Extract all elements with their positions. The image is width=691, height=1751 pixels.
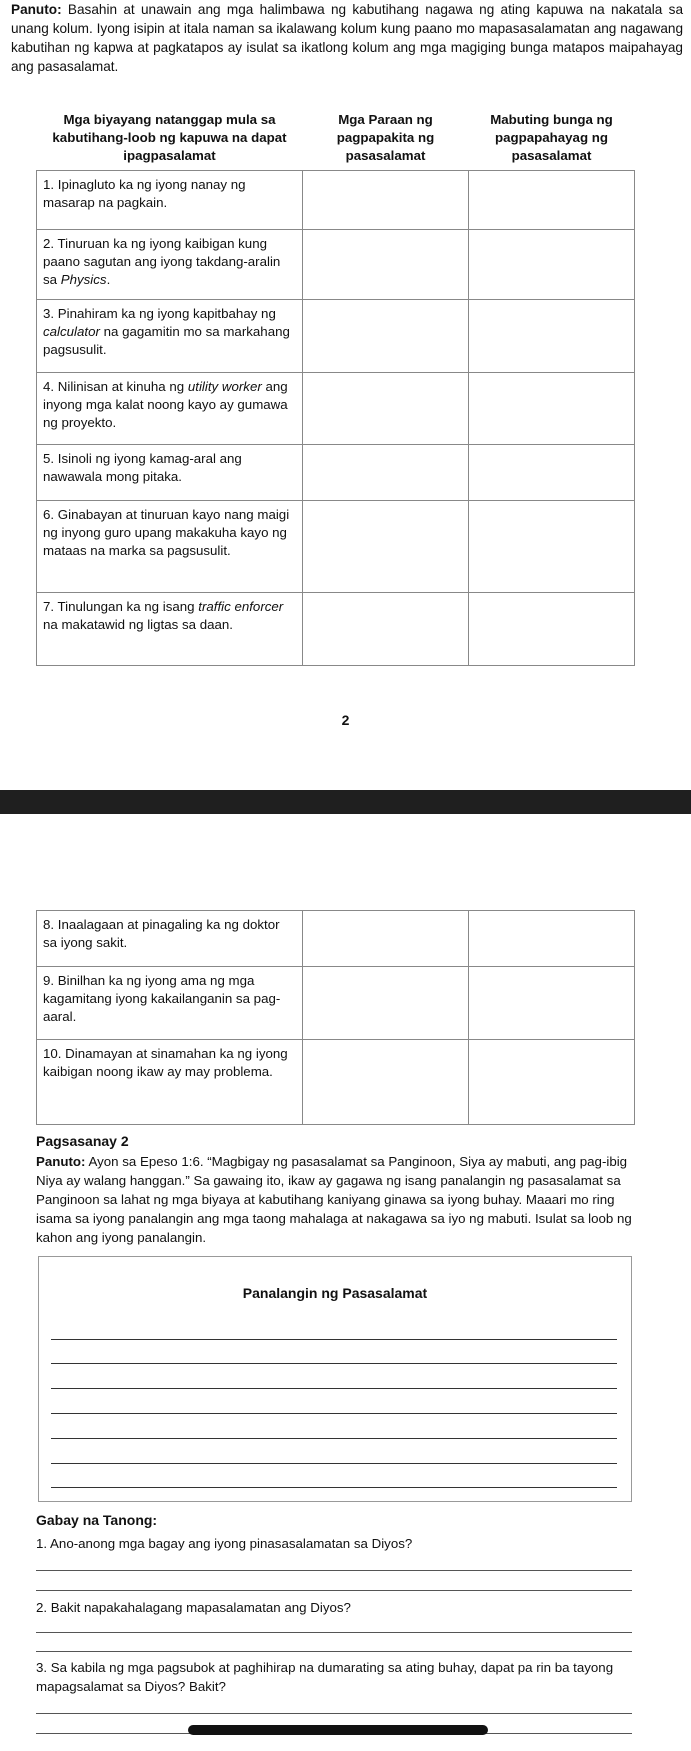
- scroll-indicator[interactable]: [188, 1725, 488, 1735]
- prayer-writing-line[interactable]: [51, 1388, 617, 1389]
- table-row: [37, 592, 635, 665]
- table-row: [37, 372, 635, 444]
- column-header-blessings: Mga biyayang natanggap mula sa kabutihang-loob ng kapuwa na dapat ipagpasalamat: [37, 105, 303, 170]
- blessing-cell: 4. Nilinisan at kinuha ng utility worker ang inyong mga kalat noong kayo ay gumawa ng proyekto.: [37, 372, 303, 444]
- table-row: [37, 299, 635, 372]
- answer-line[interactable]: [36, 1632, 632, 1633]
- table-row: [37, 911, 635, 967]
- answer-line[interactable]: [36, 1590, 632, 1591]
- blessing-cell: 1. Ipinagluto ka ng iyong nanay ng masarap na pagkain.: [37, 170, 303, 229]
- ways-answer-cell[interactable]: [303, 967, 469, 1040]
- ways-answer-cell[interactable]: [303, 592, 469, 665]
- table-row: [37, 229, 635, 299]
- blessing-cell: 3. Pinahiram ka ng iyong kapitbahay ng calculator na gagamitin mo sa markahang pagsusulit.: [37, 299, 303, 372]
- table-row: [37, 444, 635, 500]
- ways-answer-cell[interactable]: [303, 229, 469, 299]
- effects-answer-cell[interactable]: [469, 911, 635, 967]
- prayer-writing-line[interactable]: [51, 1363, 617, 1364]
- blessing-cell: 5. Isinoli ng iyong kamag-aral ang nawawala mong pitaka.: [37, 444, 303, 500]
- activity2-label: Panuto:: [36, 1154, 86, 1169]
- effects-answer-cell[interactable]: [469, 1040, 635, 1125]
- answer-line[interactable]: [36, 1713, 632, 1714]
- answer-line[interactable]: [36, 1651, 632, 1652]
- effects-answer-cell[interactable]: [469, 299, 635, 372]
- prayer-box[interactable]: [38, 1256, 632, 1502]
- ways-answer-cell[interactable]: [303, 372, 469, 444]
- table-row: [37, 1040, 635, 1125]
- blessing-cell: 6. Ginabayan at tinuruan kayo nang maigi ng inyong guro upang makakuha kayo ng mataas na marka sa pagsusulit.: [37, 500, 303, 592]
- ways-answer-cell[interactable]: [303, 299, 469, 372]
- effects-answer-cell[interactable]: [469, 229, 635, 299]
- table-row: [37, 170, 635, 229]
- gratitude-table: [36, 105, 635, 666]
- prayer-title: Panalangin ng Pasasalamat: [242, 1285, 428, 1301]
- table-row: [37, 500, 635, 592]
- ways-answer-cell[interactable]: [303, 911, 469, 967]
- activity2-text: Ayon sa Epeso 1:6. “Magbigay ng pasasalamat sa Panginoon, Siya ay mabuti, ang pag-ibig Niya ay walang hanggan.” Sa gawaing ito, ikaw ay gagawa ng isang panalangin ng pasasalamat sa Panginoon sa lahat ng mga biyaya at kabutihang kaniyang ginawa sa iyong buhay. Maaari mo ring isama sa iyong panalangin ang mga taong mahalaga at nakagawa sa iyo ng mabuti. Isulat sa loob ng kahon ang iyong panalangin.: [36, 1154, 632, 1245]
- column-header-ways: Mga Paraan ng pagpapakita ng pasasalamat: [303, 105, 469, 170]
- blessing-cell: 9. Binilhan ka ng iyong ama ng mga kagamitang iyong kakailanganin sa pag-aaral.: [37, 967, 303, 1040]
- guide-question: 2. Bakit napakahalagang mapasalamatan ang Diyos?: [36, 1600, 351, 1615]
- effects-answer-cell[interactable]: [469, 500, 635, 592]
- ways-answer-cell[interactable]: [303, 444, 469, 500]
- effects-answer-cell[interactable]: [469, 170, 635, 229]
- guide-questions-title: Gabay na Tanong:: [36, 1512, 158, 1528]
- blessing-cell: 2. Tinuruan ka ng iyong kaibigan kung paano sagutan ang iyong takdang-aralin sa Physics.: [37, 229, 303, 299]
- guide-question: 3. Sa kabila ng mga pagsubok at paghihirap na dumarating sa ating buhay, dapat pa rin ba tayong mapagsalamat sa Diyos? Bakit?: [36, 1660, 614, 1694]
- guide-question: 1. Ano-anong mga bagay ang iyong pinasasalamatan sa Diyos?: [36, 1536, 413, 1551]
- activity2-instructions: [36, 1152, 637, 1247]
- page-separator: [0, 790, 691, 814]
- prayer-writing-line[interactable]: [51, 1438, 617, 1439]
- effects-answer-cell[interactable]: [469, 444, 635, 500]
- prayer-writing-line[interactable]: [51, 1413, 617, 1414]
- page-number: 2: [341, 712, 350, 728]
- table-row: [37, 967, 635, 1040]
- column-header-effects: Mabuting bunga ng pagpapahayag ng pasasalamat: [469, 105, 635, 170]
- effects-answer-cell[interactable]: [469, 592, 635, 665]
- instructions-paragraph: [11, 0, 683, 76]
- activity2-title: Pagsasanay 2: [36, 1133, 129, 1149]
- blessing-cell: 10. Dinamayan at sinamahan ka ng iyong kaibigan noong ikaw ay may problema.: [37, 1040, 303, 1125]
- prayer-writing-line[interactable]: [51, 1463, 617, 1464]
- ways-answer-cell[interactable]: [303, 170, 469, 229]
- instructions-label: Panuto:: [11, 2, 62, 17]
- blessing-cell: 7. Tinulungan ka ng isang traffic enforcer na makatawid ng ligtas sa daan.: [37, 592, 303, 665]
- blessing-cell: 8. Inaalagaan at pinagaling ka ng doktor sa iyong sakit.: [37, 911, 303, 967]
- prayer-writing-line[interactable]: [51, 1487, 617, 1488]
- effects-answer-cell[interactable]: [469, 372, 635, 444]
- ways-answer-cell[interactable]: [303, 1040, 469, 1125]
- ways-answer-cell[interactable]: [303, 500, 469, 592]
- prayer-writing-line[interactable]: [51, 1339, 617, 1340]
- gratitude-table-continued: [36, 910, 635, 1125]
- answer-line[interactable]: [36, 1570, 632, 1571]
- instructions-text: Basahin at unawain ang mga halimbawa ng kabutihang nagawa ng ating kapuwa na nakatala sa unang kolum. Iyong isipin at itala naman sa ikalawang kolum kung paano mo mapasasalamatan ang nagawang kabutihan ng kapwa at pagkatapos ay isulat sa ikatlong kolum ang mga magiging bunga matapos maipahayag ang pasasalamat.: [11, 2, 683, 74]
- effects-answer-cell[interactable]: [469, 967, 635, 1040]
